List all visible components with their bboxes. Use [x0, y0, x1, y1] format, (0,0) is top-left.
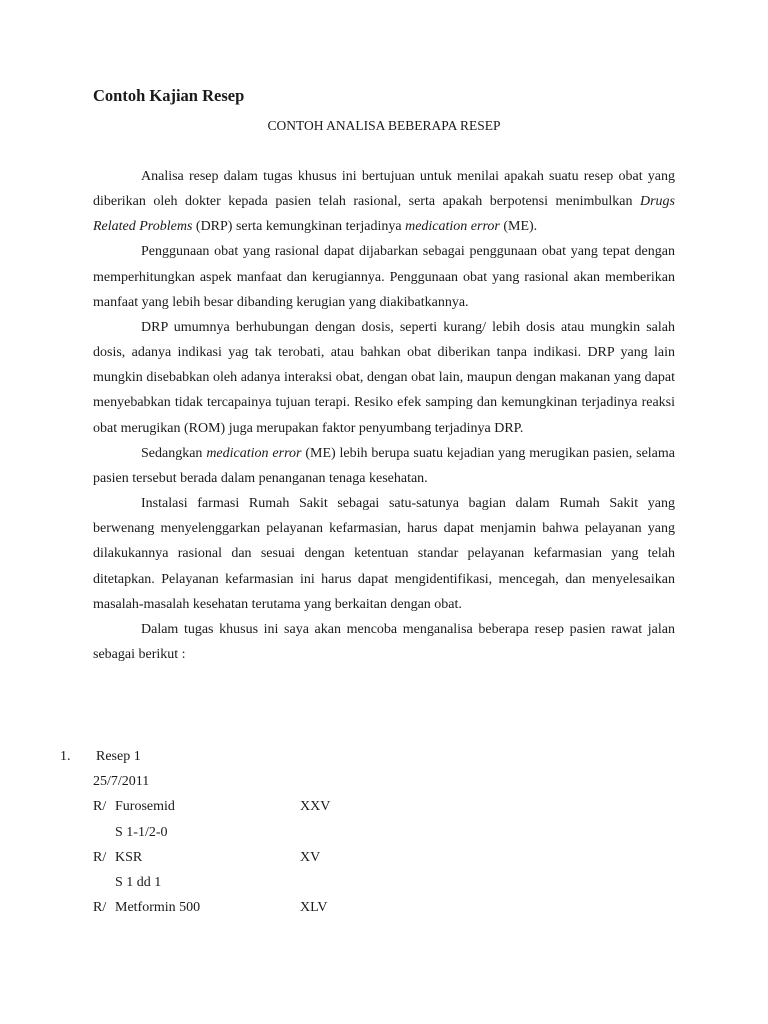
document-title: Contoh Kajian Resep	[93, 86, 245, 105]
document-body	[93, 164, 675, 667]
italic-term: medication error	[206, 445, 302, 461]
italic-term: Drugs Related Problems	[93, 194, 675, 235]
list-item	[60, 744, 680, 769]
drug-name: Metformin 500	[115, 900, 201, 916]
prescription-line	[60, 845, 680, 870]
drug-signa: S 1-1/2-0	[115, 824, 168, 840]
paragraph-2: Penggunaan obat yang rasional dapat dijabarkan sebagai penggunaan obat yang tepat dengan memperhitungkan aspek manfaat dan kerugiannya. Penggunaan obat yang rasional akan memberikan manfaat yang lebih besar dibanding kerugian yang diakibatkannya.	[93, 244, 675, 310]
drug-quantity: XV	[300, 849, 321, 865]
paragraph-text: Sedangkan	[141, 445, 207, 461]
drug-signa: S 1 dd 1	[115, 874, 162, 890]
paragraph-4	[93, 441, 675, 491]
paragraph-1	[93, 164, 675, 239]
prescription-label: Resep 1	[96, 749, 141, 764]
prescription-date: 25/7/2011	[93, 774, 150, 790]
paragraph-text: Analisa resep dalam tugas khusus ini bertujuan untuk menilai apakah suatu resep obat yang diberikan oleh dokter kepada pasien telah rasional, serta apakah berpotensi menimbulkan	[93, 169, 675, 210]
paragraph-text: (DRP) serta kemungkinan terjadinya	[192, 219, 406, 235]
prescription-line	[60, 895, 680, 920]
paragraph-5: Instalasi farmasi Rumah Sakit sebagai satu-satunya bagian dalam Rumah Sakit yang berwenang menyelenggarkan pelayanan kefarmasian, harus dapat menjamin bahwa pelayanan yang dilakukannya rasional dan sesuai dengan ketentuan standar pelayanan kefarmasian yang telah ditetapkan. Pelayanan kefarmasian ini harus dapat mengidentifikasi, mencegah, dan menyelesaikan masalah-masalah kesehatan terutama yang berkaitan dengan obat.	[93, 496, 675, 612]
drug-quantity: XXV	[300, 799, 331, 815]
prescription-line	[60, 794, 680, 819]
paragraph-text: (ME) lebih berupa suatu kejadian yang merugikan pasien, selama pasien tersebut berada dalam penanganan tenaga kesehatan.	[93, 445, 675, 486]
paragraph-6: Dalam tugas khusus ini saya akan mencoba menganalisa beberapa resep pasien rawat jalan sebagai berikut :	[93, 621, 675, 662]
recipe-symbol: R/	[93, 849, 107, 865]
paragraph-3: DRP umumnya berhubungan dengan dosis, seperti kurang/ lebih dosis atau mungkin salah dosis, adanya indikasi yag tak terobati, atau bahkan obat diberikan tanpa indikasi. DRP yang lain mungkin disebabkan oleh adanya interaksi obat, dengan obat lain, maupun dengan makanan yang dapat menyebabkan tidak tercapainya tujuan terapi. Resiko efek samping dan kemungkinan terjadinya reaksi obat merugikan (ROM) juga merupakan faktor penyumbang terjadinya DRP.	[93, 319, 675, 436]
list-number: 1.	[60, 749, 71, 764]
paragraph-text: (ME).	[499, 219, 538, 235]
drug-name: Furosemid	[115, 799, 175, 815]
recipe-symbol: R/	[93, 799, 107, 815]
prescription-date-row	[60, 769, 680, 794]
signa-line	[60, 820, 680, 845]
drug-name: KSR	[115, 849, 143, 865]
document-heading: CONTOH ANALISA BEBERAPA RESEP	[267, 118, 501, 133]
italic-term: medication error	[405, 219, 500, 235]
recipe-symbol: R/	[93, 900, 107, 916]
drug-quantity: XLV	[300, 900, 328, 916]
prescription-list	[60, 744, 680, 920]
signa-line	[60, 870, 680, 895]
